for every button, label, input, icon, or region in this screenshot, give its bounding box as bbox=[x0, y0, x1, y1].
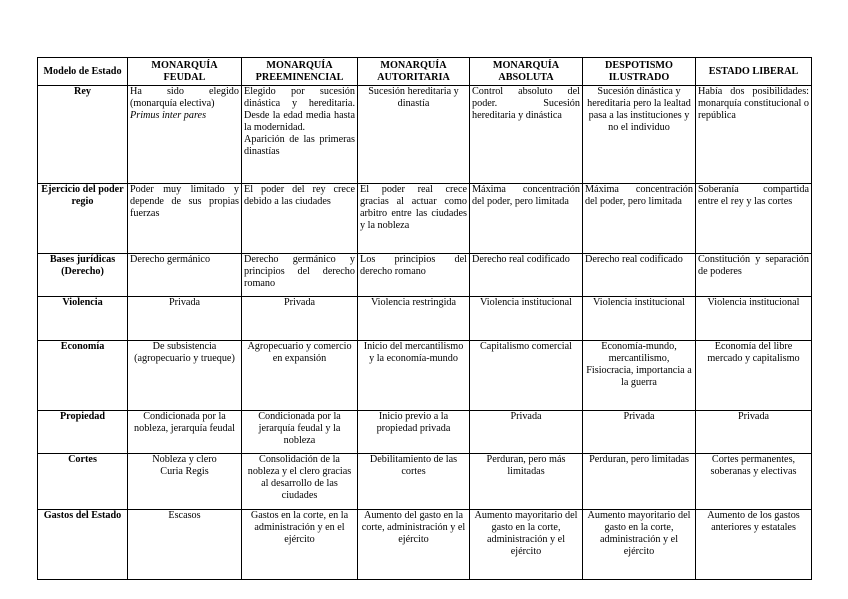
table-cell: Perduran, pero limitadas bbox=[583, 454, 696, 510]
table-cell: Privada bbox=[696, 411, 812, 454]
header-absoluta: MONARQUÍA ABSOLUTA bbox=[470, 58, 583, 86]
table-cell: Aumento mayoritario del gasto en la corte, administración y el ejército bbox=[470, 510, 583, 580]
table-cell: Cortes permanentes, soberanas y electivas bbox=[696, 454, 812, 510]
table-cell: Gastos en la corte, en la administración y en el ejército bbox=[242, 510, 358, 580]
table-cell: De subsistencia (agropecuario y trueque) bbox=[128, 341, 242, 411]
table-cell: Aumento del gasto en la corte, administración y el ejército bbox=[358, 510, 470, 580]
table-cell: Privada bbox=[583, 411, 696, 454]
state-models-table bbox=[37, 57, 812, 580]
table-cell: Economía-mundo, mercantilismo, Fisiocracia, importancia a la guerra bbox=[583, 341, 696, 411]
table-cell: Había dos posibilidades: monarquía constitucional o república bbox=[696, 86, 812, 184]
table-row bbox=[38, 510, 812, 580]
table-row bbox=[38, 411, 812, 454]
header-row bbox=[38, 58, 812, 86]
table-row bbox=[38, 184, 812, 254]
table-cell: Máxima concentración del poder, pero limitada bbox=[470, 184, 583, 254]
table-row bbox=[38, 254, 812, 297]
header-autoritaria: MONARQUÍA AUTORITARIA bbox=[358, 58, 470, 86]
table-cell: Condicionada por la nobleza, jerarquía feudal bbox=[128, 411, 242, 454]
row-label: Economía bbox=[38, 341, 128, 411]
table-cell: Derecho germánico bbox=[128, 254, 242, 297]
table-cell: Sucesión dinástica y hereditaria pero la lealtad pasa a las instituciones y no el individuo bbox=[583, 86, 696, 184]
table-cell: Capitalismo comercial bbox=[470, 341, 583, 411]
table-cell bbox=[128, 86, 242, 184]
table-cell: El poder real crece gracias al actuar como arbitro entre las ciudades y la nobleza bbox=[358, 184, 470, 254]
cell-text-italic: Primus inter pares bbox=[130, 110, 207, 121]
cell-text: Curia Regis bbox=[160, 466, 209, 477]
table-cell: Perduran, pero más limitadas bbox=[470, 454, 583, 510]
table-cell: Aumento mayoritario del gasto en la corte, administración y el ejército bbox=[583, 510, 696, 580]
table-cell: Constitución y separación de poderes bbox=[696, 254, 812, 297]
table-cell: Máxima concentración del poder, pero limitada bbox=[583, 184, 696, 254]
table-cell: Violencia restringida bbox=[358, 297, 470, 341]
cell-text: Ha sido elegido (monarquía electiva) bbox=[130, 86, 239, 109]
table-row bbox=[38, 341, 812, 411]
table-cell: Violencia institucional bbox=[470, 297, 583, 341]
table-row bbox=[38, 454, 812, 510]
row-label: Ejercicio del poder regio bbox=[38, 184, 128, 254]
table-cell: Derecho real codificado bbox=[470, 254, 583, 297]
row-label: Propiedad bbox=[38, 411, 128, 454]
table-cell: Violencia institucional bbox=[583, 297, 696, 341]
table-cell: Debilitamiento de las cortes bbox=[358, 454, 470, 510]
header-liberal: ESTADO LIBERAL bbox=[696, 58, 812, 86]
table-cell: Inicio previo a la propiedad privada bbox=[358, 411, 470, 454]
table-cell: Inicio del mercantilismo y la economía-mundo bbox=[358, 341, 470, 411]
row-label: Cortes bbox=[38, 454, 128, 510]
table-cell: Derecho germánico y principios del derecho romano bbox=[242, 254, 358, 297]
table-cell: Privada bbox=[128, 297, 242, 341]
table-cell bbox=[242, 86, 358, 184]
row-label: Bases jurídicas (Derecho) bbox=[38, 254, 128, 297]
table-cell: Poder muy limitado y depende de sus propias fuerzas bbox=[128, 184, 242, 254]
table-cell: Privada bbox=[242, 297, 358, 341]
table-row bbox=[38, 297, 812, 341]
header-feudal: MONARQUÍA FEUDAL bbox=[128, 58, 242, 86]
table-cell: El poder del rey crece debido a las ciudades bbox=[242, 184, 358, 254]
table-cell: Sucesión hereditaria y dinastía bbox=[358, 86, 470, 184]
row-label: Gastos del Estado bbox=[38, 510, 128, 580]
table-cell: Agropecuario y comercio en expansión bbox=[242, 341, 358, 411]
table-cell: Violencia institucional bbox=[696, 297, 812, 341]
table-cell: Derecho real codificado bbox=[583, 254, 696, 297]
table-cell: Los principios del derecho romano bbox=[358, 254, 470, 297]
cell-text: Nobleza y clero bbox=[152, 454, 217, 465]
table-cell: Economía del libre mercado y capitalismo bbox=[696, 341, 812, 411]
table-row bbox=[38, 86, 812, 184]
header-model: Modelo de Estado bbox=[38, 58, 128, 86]
table-cell: Control absoluto del poder. Sucesión hereditaria y dinástica bbox=[470, 86, 583, 184]
table-cell: Consolidación de la nobleza y el clero gracias al desarrollo de las ciudades bbox=[242, 454, 358, 510]
row-label: Violencia bbox=[38, 297, 128, 341]
row-label: Rey bbox=[38, 86, 128, 184]
header-despotismo: DESPOTISMO ILUSTRADO bbox=[583, 58, 696, 86]
cell-text: Elegido por sucesión dinástica y hereditaria. Desde la edad media hasta la modernidad. bbox=[244, 86, 355, 133]
table-cell bbox=[128, 454, 242, 510]
table-cell: Soberanía compartida entre el rey y las cortes bbox=[696, 184, 812, 254]
header-preeminencial: MONARQUÍA PREEMINENCIAL bbox=[242, 58, 358, 86]
table-cell: Privada bbox=[470, 411, 583, 454]
table-cell: Aumento de los gastos anteriores y estatales bbox=[696, 510, 812, 580]
table-cell: Escasos bbox=[128, 510, 242, 580]
cell-text: Aparición de las primeras dinastías bbox=[244, 134, 355, 157]
table-cell: Condicionada por la jerarquía feudal y la nobleza bbox=[242, 411, 358, 454]
